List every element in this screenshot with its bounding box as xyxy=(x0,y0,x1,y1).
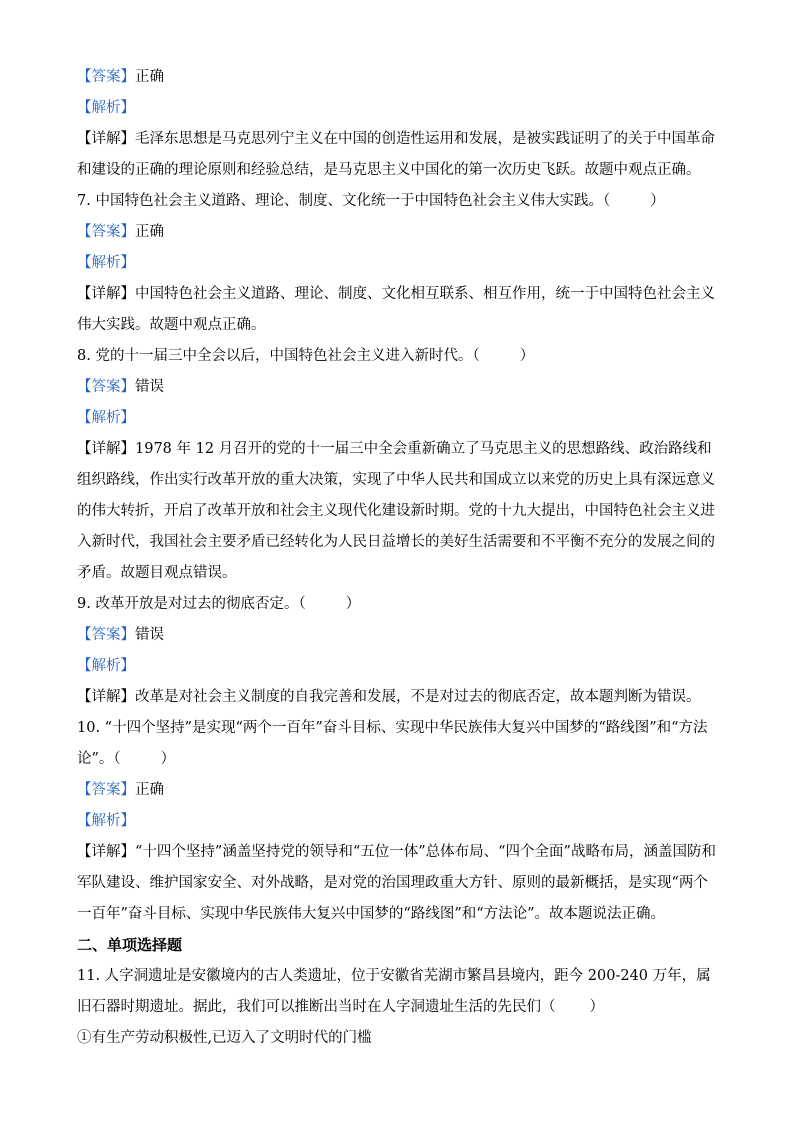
question-7 xyxy=(77,186,717,217)
question-text: 10. “十四个坚持”是实现“两个一百年”奋斗目标、实现中华民族伟大复兴中国梦的“路线图”和“方法论”。（ xyxy=(77,720,708,767)
analysis-line xyxy=(77,651,717,682)
answer-value: 错误 xyxy=(135,627,164,643)
detail-text: “十四个坚持”涵盖坚持党的领导和“五位一体”总体布局、“四个全面”战略布局，涵盖国防和军队建设、维护国家安全、对外战略，是对党的治国理政重大方针、原则的最新概括，是实现“两个一百年”奋斗目标、实现中华民族伟大复兴中国梦的“路线图”和“方法论”。故本题说法正确。 xyxy=(77,844,716,922)
analysis-line xyxy=(77,403,717,434)
analysis-line xyxy=(77,93,717,124)
detail-paragraph xyxy=(77,279,717,341)
answer-value: 正确 xyxy=(135,782,164,798)
answer-content xyxy=(77,62,717,1054)
detail-tag: 【详解】 xyxy=(77,286,135,302)
question-close: ） xyxy=(160,751,176,767)
answer-value: 正确 xyxy=(135,224,164,240)
analysis-line xyxy=(77,806,717,837)
answer-value: 错误 xyxy=(135,379,164,395)
question-close: ） xyxy=(650,193,665,209)
question-close: ） xyxy=(345,596,361,612)
answer-line xyxy=(77,62,717,93)
answer-tag: 【答案】 xyxy=(77,379,135,395)
detail-tag: 【详解】 xyxy=(77,689,135,705)
answer-tag: 【答案】 xyxy=(77,224,135,240)
section-heading: 二、单项选择题 xyxy=(77,936,183,954)
detail-text: 改革是对社会主义制度的自我完善和发展，不是对过去的彻底否定，故本题判断为错误。 xyxy=(135,689,701,705)
detail-tag: 【详解】 xyxy=(77,441,135,457)
answer-value: 正确 xyxy=(135,69,164,85)
question-text: 7. 中国特色社会主义道路、理论、制度、文化统一于中国特色社会主义伟大实践。（ xyxy=(77,193,611,209)
detail-tag: 【详解】 xyxy=(77,844,135,860)
question-text: 11. 人字洞遗址是安徽境内的古人类遗址，位于安徽省芜湖市繁昌县境内，距今 200-240 万年，属旧石器时 xyxy=(77,968,711,1015)
question-close: ） xyxy=(589,999,604,1015)
detail-text: 1978 年 12 月召开的党的十一届三中全会重新确立了马克思主义的思想路线、政治路线和组织路线，作出实行改革开放的重大决策，实现了中华人民共和国成立以来党的历史上具有深远意义的伟大转折，开启了改革开放和社会主义现代化建设新时期。党的十九大提出，中国特色社会主义进入新时代，我国社会主要矛盾已经转化为人民日益增长的美好生活需要和不平衡不充分的发展之间的矛盾。故题目观点错误。 xyxy=(77,441,715,581)
question-close: ） xyxy=(519,348,535,364)
question-text-cont: 期遗址。据此，我们可以推断出当时在人字洞遗址生活的先民们（ xyxy=(135,999,556,1015)
analysis-tag: 【解析】 xyxy=(77,100,135,116)
answer-line xyxy=(77,217,717,248)
analysis-line xyxy=(77,248,717,279)
question-text: 8. 党的十一届三中全会以后，中国特色社会主义进入新时代。（ xyxy=(77,348,480,364)
analysis-tag: 【解析】 xyxy=(77,410,135,426)
question-11 xyxy=(77,961,717,1023)
detail-tag: 【详解】 xyxy=(77,131,135,147)
option-1: ①有生产劳动积极性,已迈入了文明时代的门槛 xyxy=(77,1030,372,1046)
answer-tag: 【答案】 xyxy=(77,782,135,798)
analysis-tag: 【解析】 xyxy=(77,658,135,674)
answer-line xyxy=(77,372,717,403)
answer-tag: 【答案】 xyxy=(77,627,135,643)
answer-tag: 【答案】 xyxy=(77,69,135,85)
analysis-tag: 【解析】 xyxy=(77,255,135,271)
question-8 xyxy=(77,341,717,372)
detail-text: 中国特色社会主义道路、理论、制度、文化相互联系、相互作用，统一于中国特色社会主义伟大实践。故题中观点正确。 xyxy=(77,286,715,333)
detail-text: 毛泽东思想是马克思列宁主义在中国的创造性运用和发展，是被实践证明了的关于中国革命和建设的正确的理论原则和经验总结，是马克思主义中国化的第一次历史飞跃。故题中观点正确。 xyxy=(77,131,715,178)
question-text: 9. 改革开放是对过去的彻底否定。（ xyxy=(77,596,306,612)
question-10 xyxy=(77,713,717,775)
analysis-tag: 【解析】 xyxy=(77,813,135,829)
answer-line xyxy=(77,775,717,806)
detail-paragraph xyxy=(77,837,717,930)
answer-line xyxy=(77,620,717,651)
detail-paragraph xyxy=(77,434,717,589)
detail-paragraph xyxy=(77,124,717,186)
detail-paragraph xyxy=(77,682,717,713)
question-9 xyxy=(77,589,717,620)
